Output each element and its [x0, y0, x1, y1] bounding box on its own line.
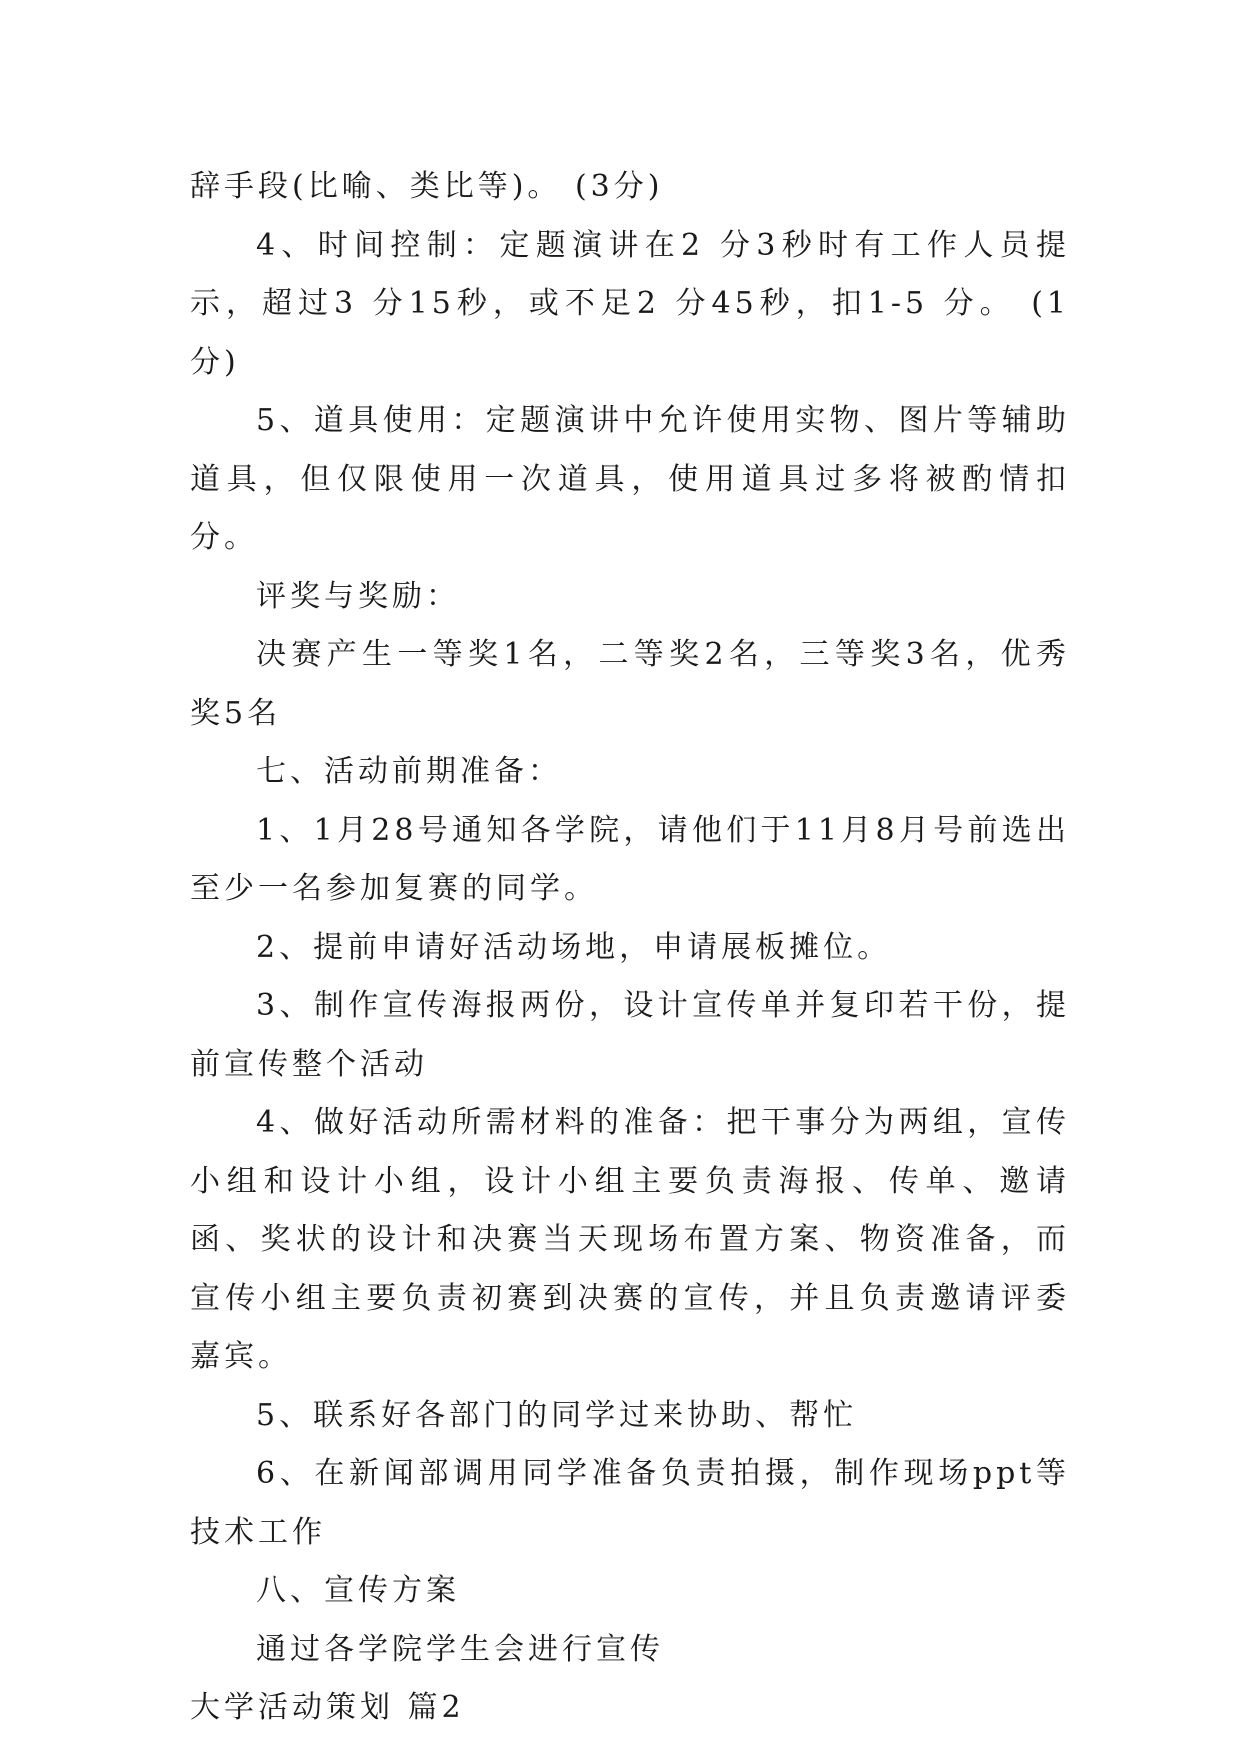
document-body [190, 158, 1070, 1738]
paragraph-time-control: 4、时间控制：定题演讲在2 分3秒时有工作人员提示，超过3 分15秒，或不足2 分45秒，扣1-5 分。 (1分) [190, 227, 1070, 380]
paragraph-prep-item-3: 3、制作宣传海报两份，设计宣传单并复印若干份，提前宣传整个活动 [190, 988, 1070, 1082]
paragraph-section-seven-heading: 七、活动前期准备： [256, 754, 562, 789]
paragraph-props-usage: 5、道具使用：定题演讲中允许使用实物、图片等辅助道具，但仅限使用一次道具，使用道具过多将被酌情扣分。 [190, 403, 1070, 555]
paragraph-awards-heading: 评奖与奖励： [256, 578, 460, 614]
paragraph-publicity-plan: 通过各学院学生会进行宣传 [256, 1631, 664, 1667]
paragraph-prep-item-6: 6、在新闻部调用同学准备负责拍摄，制作现场ppt等技术工作 [190, 1456, 1070, 1550]
paragraph-prep-item-2: 2、提前申请好活动场地，申请展板摊位。 [256, 929, 892, 965]
paragraph-prep-item-4: 4、做好活动所需材料的准备：把干事分为两组，宣传小组和设计小组，设计小组主要负责海报、传单、邀请函、奖状的设计和决赛当天现场布置方案、物资准备，而宣传小组主要负责初赛到决赛的宣传，并且负责邀请评委嘉宾。 [190, 1105, 1070, 1374]
paragraph-rhetoric-cont: 辞手段(比喻、类比等)。 (3分) [190, 169, 664, 204]
paragraph-awards-detail: 决赛产生一等奖1名，二等奖2名，三等奖3名，优秀奖5名 [190, 637, 1070, 731]
paragraph-prep-item-1: 1、1月28号通知各学院，请他们于11月8月号前选出至少一名参加复赛的同学。 [190, 812, 1070, 906]
section-heading: 大学活动策划 篇2 [190, 1690, 465, 1725]
paragraph-prep-item-5: 5、联系好各部门的同学过来协助、帮忙 [256, 1397, 858, 1433]
paragraph-section-eight-heading: 八、宣传方案 [256, 1573, 460, 1608]
